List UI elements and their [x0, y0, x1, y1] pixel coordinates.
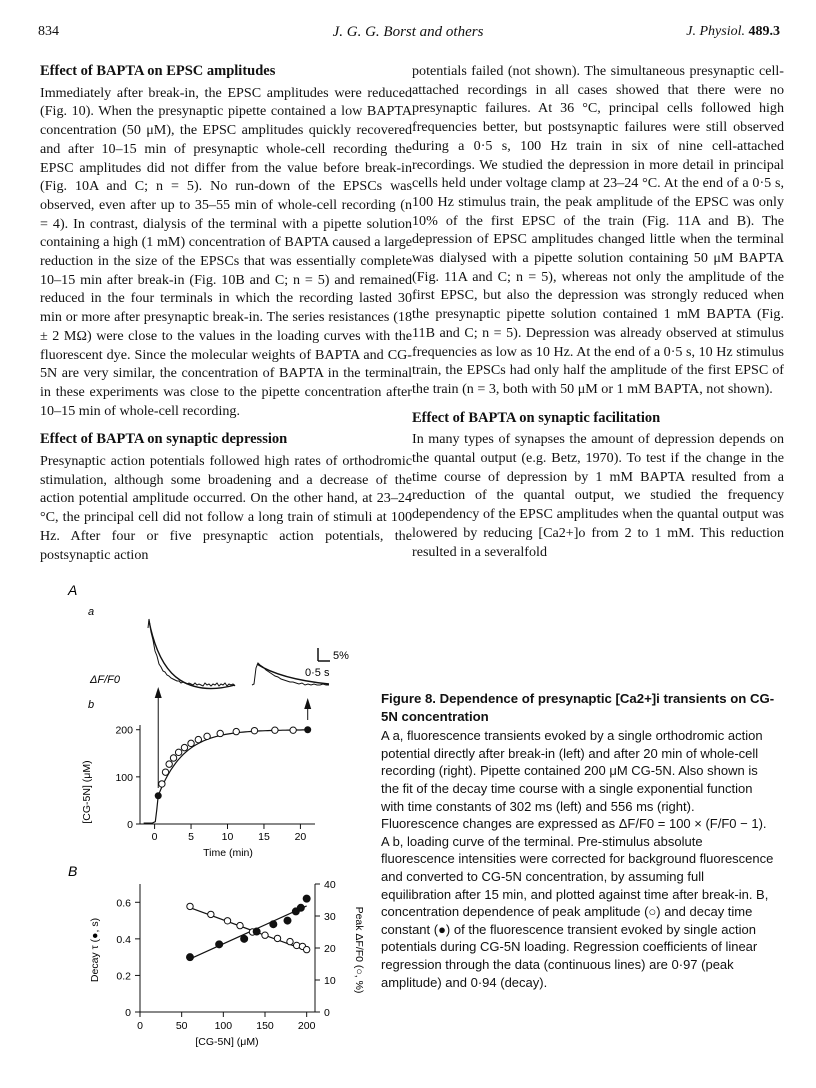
paragraph-bapta-depression: Presynaptic action potentials followed high rates of orthodromic stimulation, although some broadening and a decrease of the action potential amplitude occurred. On the other hand, at 23–24 °C, the principal cell did not follow a long train of stimuli at 100 Hz. After four or five presynaptic action potentials, the postsynaptic action — [40, 453, 412, 563]
peak-point — [262, 932, 268, 938]
peak-point — [224, 918, 230, 924]
scatter-plot — [187, 895, 311, 961]
x-tick-label: 0 — [151, 831, 158, 843]
loading-curve-points — [155, 726, 311, 799]
decay-point — [187, 954, 194, 961]
x-tick-label: 20 — [294, 831, 307, 843]
open-point — [188, 740, 194, 746]
decay-point — [303, 895, 310, 902]
peak-tick-label: 10 — [324, 975, 336, 987]
paragraph-depression-continued: potentials failed (not shown). The simultaneous presynaptic cell-attached recordings in all cases showed that there were no presynaptic failures. At 36 °C, principal cells followed high frequencies better, but postsynaptic failures were still observed during a 0·5 s, 100 Hz train in six of nine cell-attached recordings. We studied the depression in more detail in principal cells held under voltage clamp at 23–24 °C. At the end of a 0·5 s, 100 Hz stimulus train, the peak amplitude of the EPSC was only 10% of the first EPSC of the train (Fig. 11A and B). The depression of EPSC amplitudes changed little when the terminal was dialysed with a pipette solution containing 50 μM BAPTA (Fig. 11A and C; n = 5), whereas not only the amplitude of the first EPSC, but also the depression was strongly reduced when the presynaptic pipette solution contained 1 mM BAPTA (Fig. 11B and C; n = 5). Depression was already observed at stimulus frequencies as low as 10 Hz. At the end of a 0·5 s, 10 Hz stimulus train, the EPSCs had only half the amplitude of the first EPSC of the train (n = 3, both with 50 μM or 1 mM BAPTA, not shown). — [412, 63, 784, 397]
left-column — [40, 62, 412, 574]
peak-tick-label: 40 — [324, 879, 336, 891]
panel-label-a: a — [88, 606, 95, 618]
filled-point — [304, 726, 311, 733]
section-heading-bapta-epsc: Effect of BAPTA on EPSC amplitudes — [40, 63, 276, 79]
concentration-tick-label: 50 — [175, 1020, 188, 1032]
scale-pct-label: 5% — [333, 650, 349, 662]
peak-tick-label: 20 — [324, 943, 336, 955]
paragraph-bapta-epsc: Immediately after break-in, the EPSC amplitudes were reduced (Fig. 10). When the presynaptic pipette contained a low BAPTA concentration (50 μM), the EPSC amplitudes quickly recovered and after 10–15 min of presynaptic whole-cell recording the EPSC amplitudes did not differ from the value before break-in (Fig. 10A and C; n = 5). No run-down of the EPSCs was observed, even after up to 35–55 min of whole-cell recording (n = 4). In contrast, dialysis of the terminal with a pipette solution containing a high (1 mM) concentration of BAPTA caused a large reduction in the size of the EPSCs that was essentially complete 10–15 min after break-in (Fig. 10B and C; n = 5) and remained reduced in the four terminals in which the recording lasted 30 min or more after presynaptic break-in. The series resistances (18 ± 2 MΩ) were close to the values in the loading curves with the fluorescent dye. Since the molecular weights of BAPTA and CG-5N are very similar, the concentration of BAPTA in the terminal in these experiments was close to the pipette concentration after 10–15 min of whole-cell recording. — [40, 84, 412, 419]
decay-point — [253, 928, 260, 935]
decay-point — [284, 917, 291, 924]
open-point — [170, 755, 176, 761]
decay-point — [297, 904, 304, 911]
decay-point — [270, 921, 277, 928]
concentration-x-label: [CG-5N] (μM) — [195, 1036, 259, 1048]
figure-8 — [60, 580, 390, 1060]
caption-title: Figure 8. Dependence of presynaptic [Ca2+]i transients on CG-5N concentration — [381, 691, 775, 724]
decay-tick-label: 0.6 — [116, 897, 131, 910]
open-point — [162, 769, 168, 775]
peak-point — [237, 922, 243, 928]
figure-caption — [381, 690, 776, 991]
peak-point — [187, 903, 193, 909]
open-point — [159, 781, 165, 787]
scatter-ticks — [116, 879, 335, 1032]
peak-point — [274, 935, 280, 941]
figure-8-svg — [60, 580, 390, 1060]
peak-tick-label: 30 — [324, 911, 336, 923]
loading-curve-y-label: [CG-5N] (μM) — [81, 760, 93, 824]
open-point — [290, 727, 296, 733]
y-tick-label: 0 — [127, 819, 133, 831]
concentration-tick-label: 150 — [256, 1020, 274, 1032]
peak-point — [208, 911, 214, 917]
panel-label-b: b — [88, 699, 95, 711]
decay-axis-label: Decay τ (●, s) — [89, 917, 101, 983]
concentration-tick-label: 100 — [214, 1020, 233, 1032]
peak-point — [303, 946, 309, 952]
open-point — [195, 736, 201, 742]
decay-point — [216, 941, 223, 948]
y-tick-label: 200 — [115, 724, 133, 737]
open-point — [181, 744, 187, 750]
arrow-left-head — [155, 687, 162, 698]
open-point — [204, 733, 210, 739]
page-number: 834 — [38, 24, 59, 39]
journal-name: J. Physiol. — [686, 24, 745, 39]
journal-volume: 489.3 — [748, 24, 780, 39]
arrow-right-head — [304, 698, 311, 709]
peak-point — [293, 942, 299, 948]
open-point — [272, 727, 278, 733]
authors-header: J. G. G. Borst and others — [332, 24, 484, 40]
x-tick-label: 10 — [221, 831, 234, 843]
journal-reference — [686, 24, 780, 40]
peak-axis-label: Peak ΔF/F0 (○, %) — [353, 906, 365, 994]
fit-left — [149, 621, 235, 689]
filled-point — [155, 792, 162, 799]
decay-point — [241, 935, 248, 942]
x-tick-label: 15 — [258, 831, 270, 843]
loading-curve-ticks — [115, 725, 306, 843]
loading-curve-fit — [158, 730, 308, 796]
y-tick-label: 100 — [115, 771, 133, 784]
dff-label: ΔF/F0 — [90, 674, 120, 686]
open-point — [166, 761, 172, 767]
decay-tick-label: 0.4 — [116, 933, 131, 946]
panel-label-A: A — [68, 582, 78, 598]
loading-curve-baseline — [144, 796, 159, 823]
paragraph-bapta-facilitation: In many types of synapses the amount of depression depends on the quantal output (e.g. Betz, 1970). To test if the change in the time course of depression by 1 mM BAPTA resulted from a reduction of the quantal output, we studied the frequency dependency of the EPSC amplitudes when the quantal output was lowered by reducing [Ca2+]o from 2 to 1 mM. This reduction resulted in a severalfold — [412, 431, 784, 560]
caption-text: A a, fluorescence transients evoked by a single orthodromic action potential directly after break-in (left) and after 20 min of whole-cell recording (right). Pipette contained 200 μM CG-5N. Also shown is the fit of the decay time course with a single exponential function with time constants of 302 ms (left) and 556 ms (right). Fluorescence changes are expressed as ΔF/F0 = 100 × (F/F0 − 1). A b, loading curve of the terminal. Pre-stimulus absolute fluorescence intensities were corrected for background fluorescence and converted to CG-5N concentration, by assuming full equilibration after 15 min, and plotted against time after break-in. B, concentration dependence of peak amplitude (○) and decay time constant (●) of the fluorescence transient evoked by single action potentials during CG-5N loading. Regression coefficients of linear regression through the data (continuous lines) are 0·97 (peak amplitude) and 0·94 (decay). — [381, 728, 774, 990]
trace-left — [148, 619, 235, 686]
open-point — [251, 727, 257, 733]
loading-curve-x-label: Time (min) — [203, 847, 253, 859]
peak-tick-label: 0 — [324, 1007, 330, 1019]
scale-time-label: 0·5 s — [305, 667, 330, 679]
section-heading-bapta-depression: Effect of BAPTA on synaptic depression — [40, 431, 288, 448]
open-point — [217, 730, 223, 736]
decay-tick-label: 0 — [125, 1007, 131, 1019]
decay-tick-label: 0.2 — [116, 970, 131, 983]
panel-label-B: B — [68, 863, 78, 879]
section-heading-bapta-facilitation: Effect of BAPTA on synaptic facilitation — [412, 409, 661, 426]
right-column — [412, 62, 784, 571]
concentration-tick-label: 0 — [137, 1020, 143, 1032]
open-point — [233, 728, 239, 734]
concentration-tick-label: 200 — [297, 1020, 316, 1032]
x-tick-label: 5 — [188, 831, 194, 843]
peak-point — [287, 938, 293, 944]
open-point — [175, 749, 181, 755]
